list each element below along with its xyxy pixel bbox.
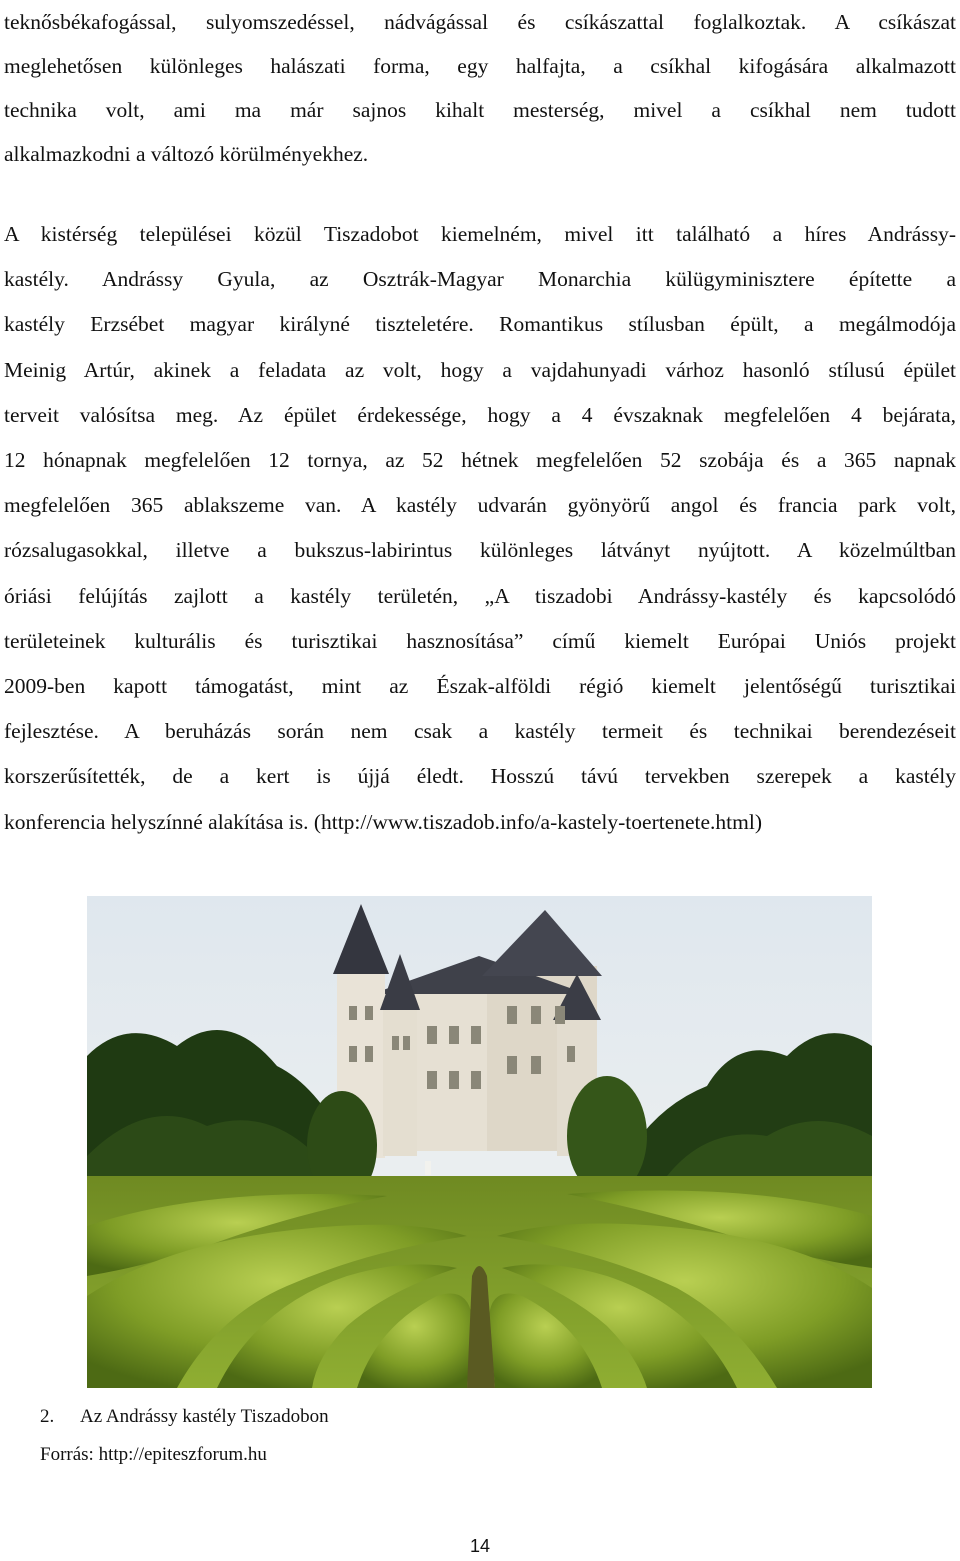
text-line: rózsalugasokkal, illetve a bukszus-labirintus különleges látványt nyújtott. A közelmúltban [4, 538, 956, 563]
figure-number: 2. [40, 1406, 55, 1427]
figure-caption-text: Az Andrássy kastély Tiszadobon [80, 1406, 329, 1427]
text-line: korszerűsítették, de a kert is újjá éledt. Hosszú távú tervekben szerepek a kastély [4, 764, 956, 789]
text-line: 2009-ben kapott támogatást, mint az Észak-alföldi régió kiemelt jelentőségű turisztikai [4, 674, 956, 699]
text-line: teknősbékafogással, sulyomszedéssel, nádvágással és csíkászattal foglalkoztak. A csíkászat [4, 10, 956, 34]
castle-photo-illustration [87, 896, 872, 1388]
figure-source: Forrás: http://epiteszforum.hu [40, 1444, 267, 1465]
page-number: 14 [469, 1536, 491, 1556]
castle-photo [87, 896, 872, 1388]
text-line: fejlesztése. A beruházás során nem csak a kastély termeit és technikai berendezéseit [4, 719, 956, 744]
statue [425, 1161, 431, 1175]
figure-caption [40, 1404, 329, 1430]
text-line: megfelelően 365 ablakszeme van. A kastély udvarán gyönyörű angol és francia park volt, [4, 493, 956, 518]
text-line: technika volt, ami ma már sajnos kihalt mesterség, mivel a csíkhal nem tudott [4, 98, 956, 122]
text-line: meglehetősen különleges halászati forma, egy halfajta, a csíkhal kifogására alkalmazott [4, 54, 956, 78]
text-line: alkalmazkodni a változó körülményekhez. [4, 142, 369, 166]
text-line: konferencia helyszínné alakítása is. (http://www.tiszadob.info/a-kastely-toertenete.html) [4, 809, 763, 834]
text-line: terveit valósítsa meg. Az épület érdekessége, hogy a 4 évszaknak megfelelően 4 bejárata, [4, 402, 956, 427]
paragraph-andrassy-kastely [4, 212, 956, 845]
text-line: kastély Erzsébet magyar királyné tiszteletére. Romantikus stílusban épült, a megálmodója [4, 312, 956, 337]
text-line: Meinig Artúr, akinek a feladata az volt, hogy a vajdahunyadi várhoz hasonló stílusú épület [4, 357, 956, 382]
text-line: kastély. Andrássy Gyula, az Osztrák-Magyar Monarchia külügyminisztere építette a [4, 267, 956, 292]
text-line: területeinek kulturális és turisztikai hasznosítása” című kiemelt Európai Uniós projekt [4, 628, 956, 653]
paragraph-csikaszat [4, 0, 956, 176]
text-line: 12 hónapnak megfelelően 12 tornya, az 52 hétnek megfelelően 52 szobája és a 365 napnak [4, 448, 956, 473]
text-line: A kistérség települései közül Tiszadobot kiemelném, mivel itt található a híres Andrássy- [4, 222, 956, 246]
text-line: óriási felújítás zajlott a kastély területén, „A tiszadobi Andrássy-kastély és kapcsolódó [4, 583, 956, 608]
